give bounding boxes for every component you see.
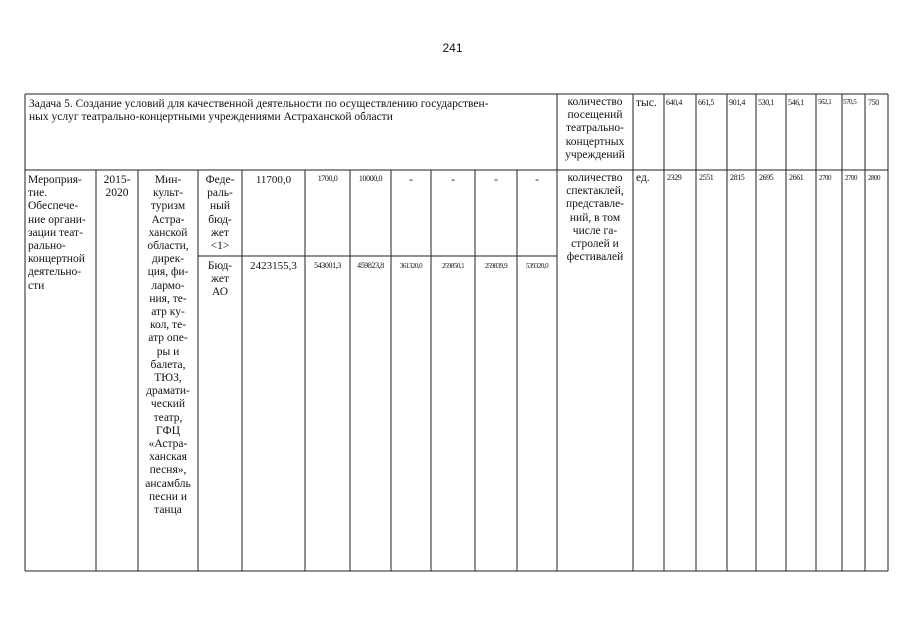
activity-value-2018: 2700 xyxy=(819,174,831,182)
task-indicator: количество посещений театрально- концертных учреждений xyxy=(565,96,625,161)
regional-value-2019: 259839,9 xyxy=(484,262,508,270)
federal-value-2017: - xyxy=(451,174,455,186)
page-number: 241 xyxy=(442,41,463,55)
regional-value-2015: 543001,3 xyxy=(314,261,341,270)
regional-value-2017: 361320,0 xyxy=(399,262,423,270)
activity-value-2017: 2661 xyxy=(789,173,804,182)
activity-value-2020: 2800 xyxy=(868,174,880,182)
federal-value-2014: 1700,0 xyxy=(317,174,338,183)
federal-value-2018: - xyxy=(494,174,498,186)
activity-name: Мероприя- тие. Обеспече- ние органи- зации теат- рально- концертной деятельно- сти xyxy=(28,174,86,292)
task-value-2014: 661,5 xyxy=(698,98,715,107)
activity-executor: Мин- культ- туризм Астра- ханской области, дирек- ция, фи- лармо- ния, те- атр ку- кол, те- атр опе- ры и балета, ТЮЗ, драмати- ческий театр, ГФЦ «Астра- ханская песня», ансамбль песни и танца xyxy=(145,174,191,517)
activity-value-2013: 2329 xyxy=(667,173,682,182)
activity-indicator: количество спектаклей, представле- ний, в том числе га- стролей и фестивалей xyxy=(565,172,625,264)
task-value-2015: 901,4 xyxy=(729,98,746,107)
task-value-2017: 546,1 xyxy=(788,98,805,107)
task-title-line-2: ных услуг театрально-концертными учреждениями Астраханской области xyxy=(29,111,393,123)
activity-value-2019: 2700 xyxy=(845,174,857,182)
federal-value-2019: - xyxy=(535,174,539,186)
regional-value-2020: 539320,0 xyxy=(525,262,549,270)
federal-value-2015: 10000,0 xyxy=(358,174,383,183)
federal-total: 11700,0 xyxy=(255,174,292,186)
activity-value-2014: 2551 xyxy=(699,173,714,182)
task-value-2018: 562,1 xyxy=(818,98,832,106)
activity-unit: ед. xyxy=(636,172,650,184)
activity-value-2016: 2695 xyxy=(759,173,774,182)
task-unit: тыс. xyxy=(636,97,657,109)
task-title-line-1: Задача 5. Создание условий для качественной деятельности по осуществлению государствен- xyxy=(29,98,489,110)
federal-value-2016: - xyxy=(409,174,413,186)
regional-total: 2423155,3 xyxy=(250,260,297,272)
funding-source-federal: Феде- раль- ный бюд- жет <1> xyxy=(205,174,235,253)
activity-value-2015: 2815 xyxy=(730,173,745,182)
regional-value-2016: 459823,8 xyxy=(357,261,384,270)
task-value-2019: 570,5 xyxy=(843,98,857,106)
regional-value-2018: 259850,1 xyxy=(441,262,465,270)
funding-source-regional: Бюд- жет АО xyxy=(207,260,233,299)
task-value-2013: 640,4 xyxy=(666,98,683,107)
task-value-2020: 750 xyxy=(868,98,879,107)
task-value-2016: 530,1 xyxy=(758,98,775,107)
activity-period: 2015- 2020 xyxy=(103,174,131,200)
